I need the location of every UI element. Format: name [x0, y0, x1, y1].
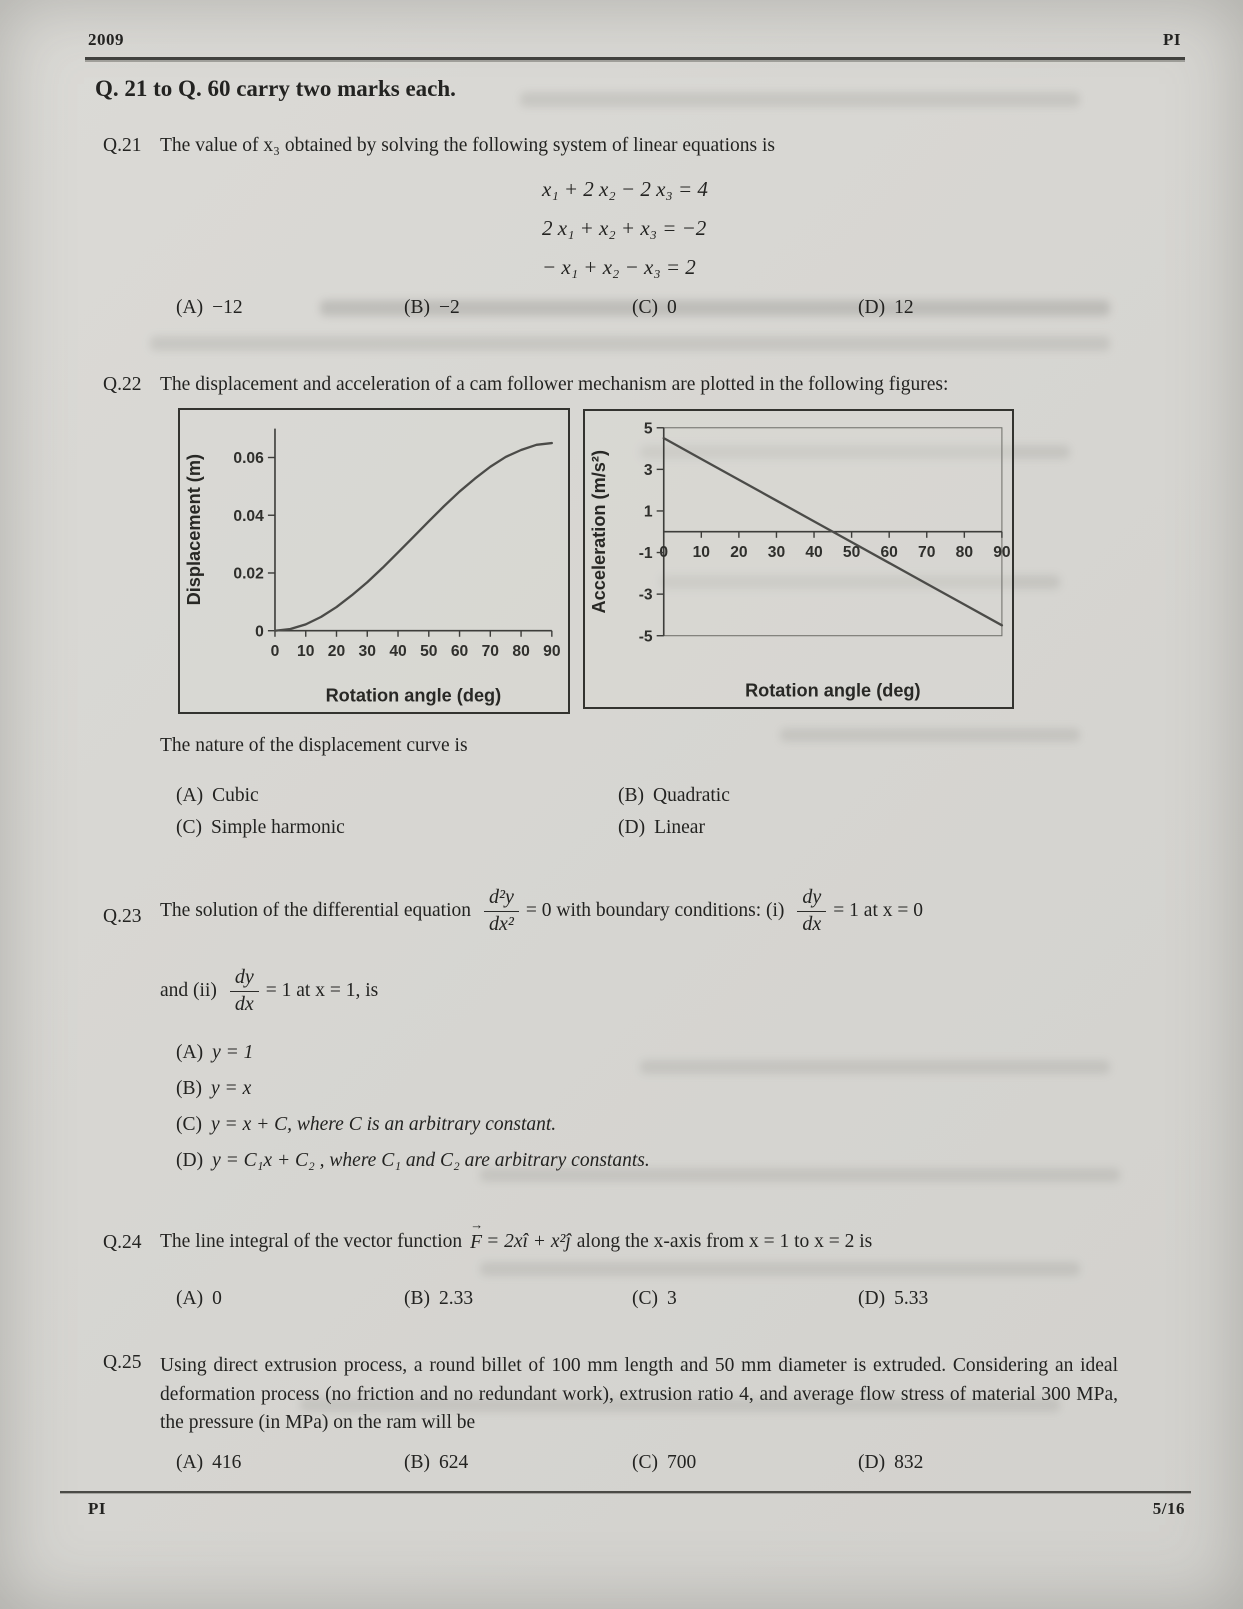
- q23-fraction-1: $\frac{\text{d²y}}{\text{dx²}}$: [484, 887, 519, 935]
- q24-options: [0, 1288, 1243, 1318]
- q23-label: Q.23: [103, 906, 142, 927]
- q23-line1: The solution of the differential equation $\frac{\text{d²y}}{\text{dx²}}$ = 0 with boundary conditions: (i) $\frac{dy}{dx}$ = 1 at x = 0: [160, 885, 923, 935]
- svg-text:20: 20: [327, 642, 346, 660]
- q21-text: The value of x₃ obtained by solving the following system of linear equations is: [160, 135, 775, 156]
- svg-text:40: 40: [805, 543, 823, 561]
- svg-text:50: 50: [842, 543, 861, 561]
- svg-text:60: 60: [450, 642, 469, 660]
- q25-options: [0, 1452, 1243, 1482]
- q23-option-b: (B) y = x: [176, 1078, 252, 1099]
- q24-line: The line integral of the vector function → F = 2xî + x²ĵ along the x-axis from x = 1 to x = 2 is: [160, 1217, 873, 1253]
- svg-text:0.04: 0.04: [233, 507, 264, 525]
- svg-text:Rotation angle (deg): Rotation angle (deg): [325, 685, 502, 706]
- bleedthrough-smudge: [780, 728, 1080, 742]
- bleedthrough-smudge: [150, 336, 1110, 351]
- svg-text:0: 0: [270, 642, 280, 660]
- svg-text:5: 5: [643, 420, 653, 438]
- acceleration-chart: [585, 411, 1012, 707]
- q22-option-d: (D) Linear: [618, 817, 705, 838]
- displacement-figure: [178, 408, 570, 714]
- q23-fraction-3: $\frac{dy}{dx}$: [230, 967, 259, 1015]
- q23-option-d: (D) y = C₁x + C₂ , where C₁ and C₂ are arbitrary constants.: [176, 1150, 650, 1171]
- svg-text:20: 20: [730, 543, 748, 561]
- q21-equation-3: − x₁ + x₂ − x₃ = 2: [542, 255, 696, 279]
- header-paper-code: PI: [1163, 30, 1181, 49]
- svg-text:40: 40: [389, 642, 407, 660]
- svg-text:90: 90: [543, 642, 561, 660]
- svg-text:0.02: 0.02: [233, 565, 264, 583]
- q23-fraction-2: $\frac{dy}{dx}$: [797, 887, 826, 935]
- svg-text:30: 30: [767, 543, 786, 561]
- header-year: 2009: [88, 30, 124, 49]
- bleedthrough-smudge: [480, 1262, 1080, 1276]
- q25-option-d: (D) 832: [858, 1452, 924, 1473]
- svg-text:Rotation angle (deg): Rotation angle (deg): [745, 680, 921, 701]
- svg-text:80: 80: [955, 543, 974, 561]
- bleedthrough-smudge: [640, 1060, 1110, 1074]
- q24-option-c: (C) 3: [632, 1288, 677, 1309]
- header-rule: [85, 57, 1185, 60]
- q24-option-a: (A) 0: [176, 1288, 222, 1309]
- q21-option-c: (C) 0: [632, 297, 677, 318]
- q22-label: Q.22: [103, 374, 142, 395]
- svg-text:50: 50: [420, 642, 438, 660]
- q24-vector-f: → F: [470, 1217, 484, 1253]
- svg-text:0: 0: [659, 543, 669, 561]
- footer-page-number: 5/16: [1152, 1499, 1185, 1518]
- svg-text:3: 3: [643, 461, 653, 479]
- svg-text:-5: -5: [638, 628, 653, 646]
- q23-option-a: (A) y = 1: [176, 1042, 254, 1063]
- q21-equation-2: 2 x₁ + x₂ + x₃ = −2: [542, 216, 707, 240]
- svg-text:80: 80: [512, 642, 530, 660]
- svg-text:0.06: 0.06: [233, 450, 264, 468]
- q21-option-a: (A) −12: [176, 297, 243, 318]
- svg-text:1: 1: [643, 503, 653, 521]
- svg-text:-1: -1: [638, 545, 653, 563]
- q25-label: Q.25: [103, 1352, 142, 1373]
- svg-text:-3: -3: [638, 586, 653, 604]
- q22-option-a: (A) Cubic: [176, 785, 259, 806]
- svg-text:30: 30: [358, 642, 376, 660]
- q24-label: Q.24: [103, 1232, 142, 1253]
- svg-text:90: 90: [993, 543, 1011, 561]
- displacement-chart: [180, 410, 568, 712]
- q24-option-d: (D) 5.33: [858, 1288, 929, 1309]
- q22-option-c: (C) Simple harmonic: [176, 817, 345, 838]
- svg-text:70: 70: [918, 543, 936, 561]
- q21-options: [0, 297, 1243, 327]
- q21-label: Q.21: [103, 135, 142, 156]
- svg-text:Displacement (m): Displacement (m): [184, 453, 205, 606]
- footer-rule: [60, 1491, 1191, 1493]
- svg-text:70: 70: [481, 642, 500, 660]
- q25-text: Using direct extrusion process, a round billet of 100 mm length and 50 mm diameter is extruded. Considering an ideal deformation process (no friction and no redundant work), extrusion ratio 4, and average flow stress of material 300 MPa, the pressure (in MPa) on the ram will be: [160, 1355, 1118, 1433]
- q24-option-b: (B) 2.33: [404, 1288, 474, 1309]
- bleedthrough-smudge: [520, 92, 1080, 107]
- q25-option-c: (C) 700: [632, 1452, 697, 1473]
- q21-equation-1: x₁ + 2 x₂ − 2 x₃ = 4: [542, 177, 708, 201]
- svg-text:60: 60: [880, 543, 898, 561]
- q22-option-b: (B) Quadratic: [618, 785, 730, 806]
- q21-option-b: (B) −2: [404, 297, 460, 318]
- svg-text:10: 10: [297, 642, 315, 660]
- section-heading: Q. 21 to Q. 60 carry two marks each.: [95, 76, 456, 101]
- acceleration-figure: [583, 409, 1014, 709]
- q23-option-c: (C) y = x + C, where C is an arbitrary constant.: [176, 1114, 557, 1135]
- footer-paper-code: PI: [88, 1499, 106, 1518]
- q21-option-d: (D) 12: [858, 297, 914, 318]
- q25-option-a: (A) 416: [176, 1452, 242, 1473]
- svg-text:10: 10: [692, 543, 711, 561]
- q23-line2: and (ii) $\frac{dy}{dx}$ = 1 at x = 1, is: [160, 965, 379, 1015]
- q22-subquestion: The nature of the displacement curve is: [160, 735, 468, 756]
- svg-text:0: 0: [255, 623, 264, 641]
- q25-option-b: (B) 624: [404, 1452, 469, 1473]
- svg-text:Acceleration (m/s²): Acceleration (m/s²): [589, 450, 610, 614]
- q21-equations: [542, 170, 708, 287]
- q22-text: The displacement and acceleration of a cam follower mechanism are plotted in the following figures:: [160, 374, 949, 395]
